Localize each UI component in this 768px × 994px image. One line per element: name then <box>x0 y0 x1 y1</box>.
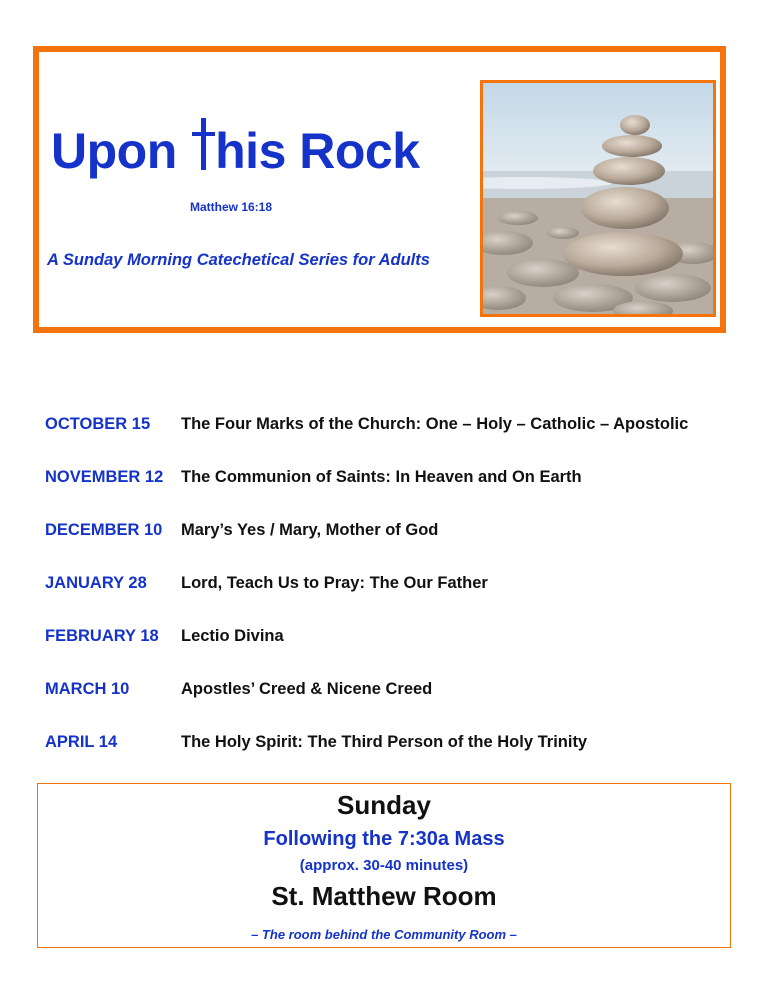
session-date: OCTOBER 15 <box>45 415 151 433</box>
schedule-row <box>45 415 745 437</box>
series-subtitle: A Sunday Morning Catechetical Series for Adults <box>47 251 430 269</box>
session-date: NOVEMBER 12 <box>45 468 164 486</box>
schedule-row <box>45 574 745 596</box>
session-topic: Mary’s Yes / Mary, Mother of God <box>181 521 439 539</box>
session-date: JANUARY 28 <box>45 574 147 592</box>
title-word-this-rock: his Rock <box>215 123 420 179</box>
schedule-row <box>45 733 745 755</box>
session-topic: Lord, Teach Us to Pray: The Our Father <box>181 574 488 592</box>
room-location-note: – The room behind the Community Room – <box>251 927 517 942</box>
meeting-day: Sunday <box>337 790 431 820</box>
title-word-upon: Upon <box>51 123 177 179</box>
schedule-row <box>45 627 745 649</box>
session-date: APRIL 14 <box>45 733 118 751</box>
cross-icon <box>192 118 214 172</box>
session-topic: The Four Marks of the Church: One – Holy – Catholic – Apostolic <box>181 415 689 433</box>
session-date: FEBRUARY 18 <box>45 627 159 645</box>
scripture-reference: Matthew 16:18 <box>190 200 273 214</box>
session-date: DECEMBER 10 <box>45 521 163 539</box>
session-topic: The Communion of Saints: In Heaven and On Earth <box>181 468 582 486</box>
meeting-info-box <box>37 783 731 948</box>
session-topic: Apostles’ Creed & Nicene Creed <box>181 680 433 698</box>
meeting-room: St. Matthew Room <box>271 881 497 911</box>
stacked-stones-photo <box>480 80 716 317</box>
schedule-row <box>45 521 745 543</box>
stacked-stones-image <box>483 83 713 314</box>
header-box <box>33 46 726 333</box>
session-date: MARCH 10 <box>45 680 130 698</box>
meeting-time: Following the 7:30a Mass <box>263 828 505 850</box>
session-topic: The Holy Spirit: The Third Person of the Holy Trinity <box>181 733 588 751</box>
schedule-row <box>45 468 745 490</box>
schedule-row <box>45 680 745 702</box>
meeting-duration: (approx. 30-40 minutes) <box>299 857 469 874</box>
page-title <box>51 118 420 179</box>
session-topic: Lectio Divina <box>181 627 284 645</box>
